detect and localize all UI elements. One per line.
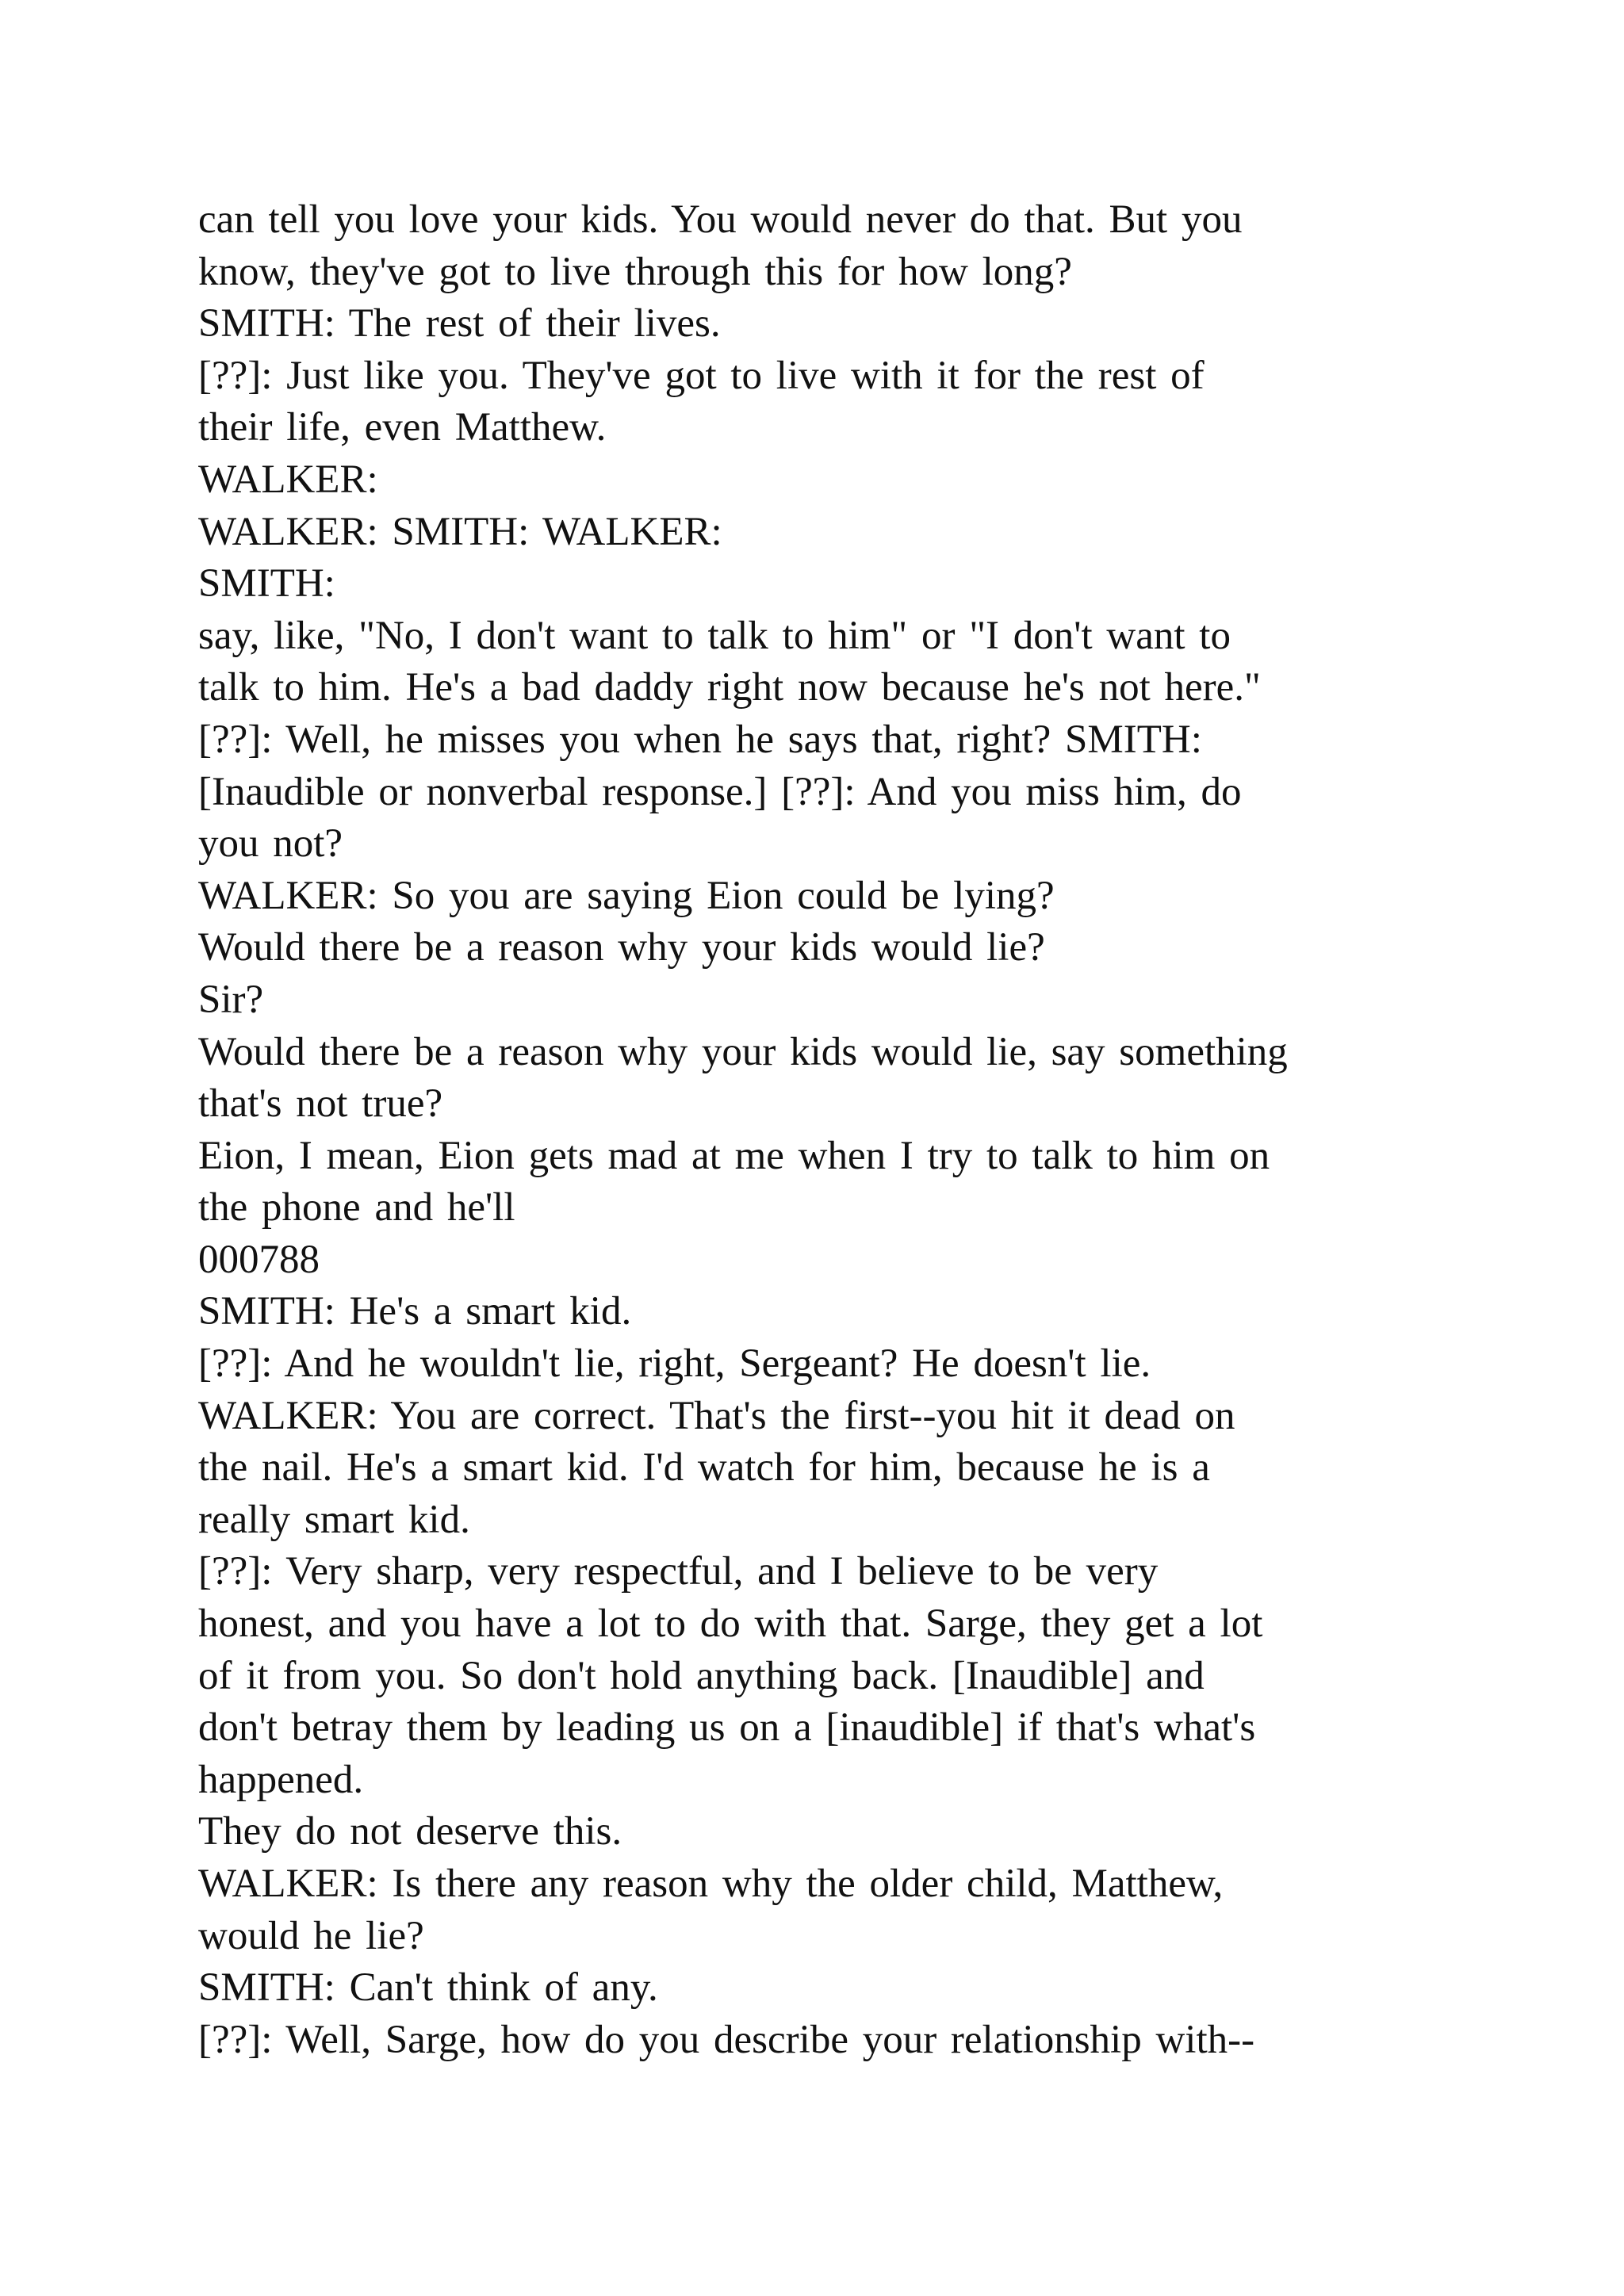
transcript-line: the nail. He's a smart kid. I'd watch for him, because he is a	[198, 1445, 1210, 1490]
transcript-line: the phone and he'll	[198, 1185, 515, 1230]
transcript-line: They do not deserve this.	[198, 1809, 622, 1854]
transcript-line: say, like, "No, I don't want to talk to him" or "I don't want to	[198, 613, 1231, 658]
transcript-line: WALKER:	[198, 457, 378, 502]
transcript-text	[198, 194, 1515, 2066]
transcript-line: honest, and you have a lot to do with that. Sarge, they get a lot	[198, 1601, 1263, 1647]
transcript-line: that's not true?	[198, 1081, 443, 1127]
transcript-line: SMITH: The rest of their lives.	[198, 301, 721, 346]
transcript-line: of it from you. So don't hold anything back. [Inaudible] and	[198, 1653, 1205, 1698]
transcript-line: can tell you love your kids. You would never do that. But you	[198, 197, 1243, 242]
transcript-line: Eion, I mean, Eion gets mad at me when I try to talk to him on	[198, 1133, 1270, 1178]
transcript-line: [??]: Well, Sarge, how do you describe your relationship with--	[198, 2017, 1255, 2062]
transcript-line: WALKER: SMITH: WALKER:	[198, 509, 722, 554]
transcript-line: [??]: Just like you. They've got to live with it for the rest of	[198, 353, 1205, 398]
transcript-line: SMITH: Can't think of any.	[198, 1965, 658, 2011]
transcript-line: know, they've got to live through this for how long?	[198, 249, 1072, 294]
transcript-line: [??]: Very sharp, very respectful, and I believe to be very	[198, 1549, 1159, 1594]
transcript-line: don't betray them by leading us on a [inaudible] if that's what's	[198, 1705, 1256, 1751]
transcript-line: really smart kid.	[198, 1497, 470, 1542]
transcript-line: their life, even Matthew.	[198, 405, 607, 450]
transcript-line: [Inaudible or nonverbal response.] [??]: And you miss him, do	[198, 769, 1242, 814]
transcript-line: Sir?	[198, 977, 264, 1022]
transcript-line: [??]: And he wouldn't lie, right, Sergeant? He doesn't lie.	[198, 1341, 1151, 1387]
transcript-line: talk to him. He's a bad daddy right now because he's not here."	[198, 665, 1261, 710]
transcript-line: SMITH: He's a smart kid.	[198, 1289, 632, 1334]
page-number: 000788	[198, 1237, 320, 1282]
transcript-line: happened.	[198, 1757, 364, 1802]
transcript-line: SMITH:	[198, 561, 335, 607]
transcript-line: Would there be a reason why your kids would lie?	[198, 925, 1045, 970]
transcript-line: WALKER: You are correct. That's the first--you hit it dead on	[198, 1393, 1235, 1438]
transcript-line: would he lie?	[198, 1913, 424, 1958]
transcript-line: Would there be a reason why your kids would lie, say something	[198, 1029, 1288, 1074]
transcript-line: you not?	[198, 821, 343, 867]
transcript-line: [??]: Well, he misses you when he says that, right? SMITH:	[198, 717, 1202, 762]
transcript-line: WALKER: So you are saying Eion could be lying?	[198, 873, 1055, 918]
transcript-line: WALKER: Is there any reason why the older child, Matthew,	[198, 1862, 1224, 1906]
